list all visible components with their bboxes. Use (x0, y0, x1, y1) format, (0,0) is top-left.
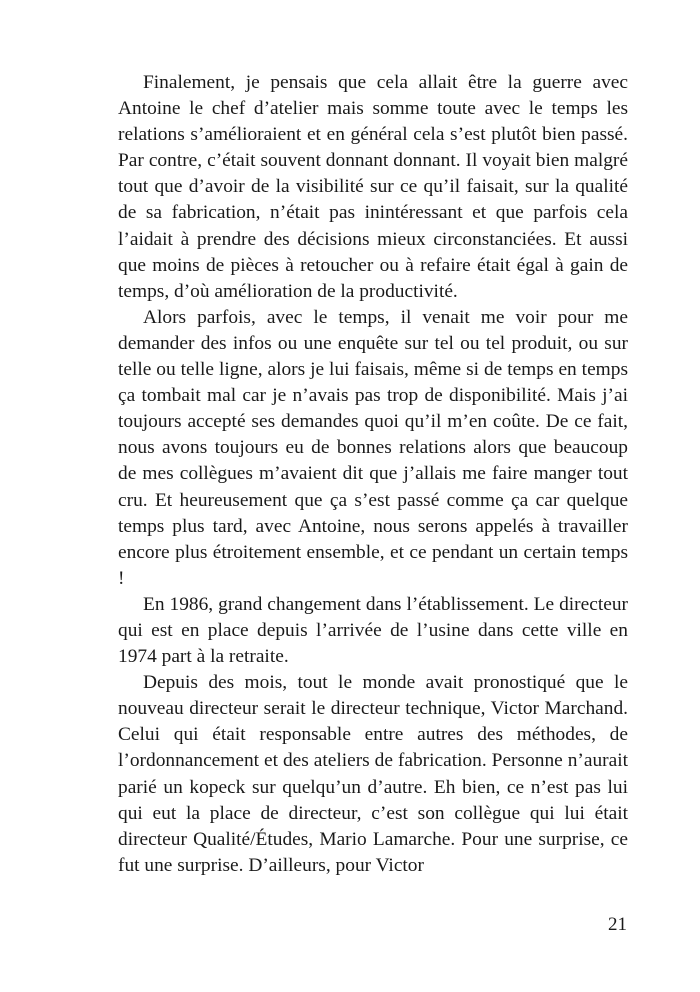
page-body (118, 70, 628, 879)
paragraph-3: En 1986, grand changement dans l’établissement. Le directeur qui est en place depuis l’arrivée de l’usine dans cette ville en 1974 part à la retraite. (118, 593, 628, 668)
paragraph-1: Finalement, je pensais que cela allait être la guerre avec Antoine le chef d’atelier mais somme toute avec le temps les relations s’amélioraient et en général cela s’est plutôt bien passé. Par contre, c’était souvent donnant donnant. Il voyait bien malgré tout que d’avoir de la visibilité sur ce qu’il faisait, sur la qualité de sa fabrication, n’était pas inintéressant et que parfois cela l’aidait à prendre des décisions mieux circonstanciées. Et aussi que moins de pièces à retoucher ou à refaire était égal à gain de temps, d’où amélioration de la productivité. (118, 72, 628, 302)
page-number: 21 (608, 914, 627, 935)
paragraph-4: Depuis des mois, tout le monde avait pronostiqué que le nouveau directeur serait le directeur technique, Victor Marchand. Celui qui était responsable entre autres des méthodes, de l’ordonnancement et des ateliers de fabrication. Personne n’aurait parié un kopeck sur quelqu’un d’autre. Eh bien, ce n’est pas lui qui eut la place de directeur, c’est son collègue qui lui était directeur Qualité/Études, Mario Lamarche. Pour une surprise, ce fut une surprise. D’ailleurs, pour Victor (118, 672, 628, 876)
paragraph-2: Alors parfois, avec le temps, il venait me voir pour me demander des infos ou une enquête sur tel ou tel produit, ou sur telle ou telle ligne, alors je lui faisais, même si de temps en temps ça tombait mal car je n’avais pas trop de disponibilité. Mais j’ai toujours accepté ses demandes quoi qu’il m’en coûte. De ce fait, nous avons toujours eu de bonnes relations alors que beaucoup de mes collègues m’avaient dit que j’allais me faire manger tout cru. Et heureusement que ça s’est passé comme ça car quelque temps plus tard, avec Antoine, nous serons appelés à travailler encore plus étroitement ensemble, et ce pendant un certain temps ! (118, 306, 628, 589)
